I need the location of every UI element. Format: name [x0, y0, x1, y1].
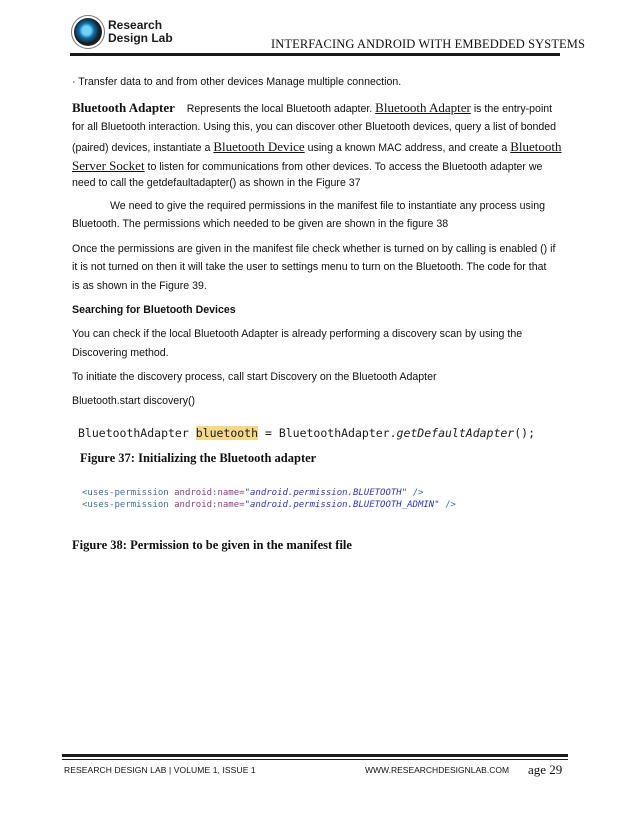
- research-design-lab-logo-icon: [74, 18, 102, 46]
- paragraph-line: for all Bluetooth interaction. Using this, you can discover other Bluetooth devices, query a list of bonded: [72, 121, 557, 133]
- figure38-code-line1: [82, 487, 423, 499]
- code-close: />: [412, 488, 424, 498]
- paragraph-line: Discovering method.: [72, 347, 169, 359]
- paragraph-line: Bluetooth. The permissions which needed to be given are shown in the figure 38: [72, 218, 449, 230]
- figure38-code-line2: [82, 499, 456, 511]
- link-bluetooth[interactable]: Bluetooth: [510, 139, 562, 154]
- logo-text: [108, 19, 173, 45]
- text-segment: Represents the local Bluetooth adapter.: [186, 103, 373, 115]
- footer-divider-thin: [62, 759, 568, 760]
- text-segment: (paired) devices, instantiate a: [72, 142, 211, 154]
- paragraph-line: Once the permissions are given in the manifest file check whether is turned on by calling is enabled () if: [72, 243, 556, 255]
- code-assign: = BluetoothAdapter.: [264, 426, 397, 440]
- figure37-code: [78, 426, 535, 440]
- figure37-caption: Figure 37: Initializing the Bluetooth adapter: [80, 451, 317, 465]
- link-bluetooth-device[interactable]: Bluetooth Device: [213, 139, 305, 154]
- link-bluetooth-adapter[interactable]: Bluetooth Adapter: [375, 100, 471, 115]
- footer-divider-thick: [62, 754, 568, 757]
- paragraph-line: You can check if the local Bluetooth Adapter is already performing a discovery scan by using the: [72, 328, 523, 340]
- paragraph-line: it is not turned on then it will take the user to settings menu to turn on the Bluetooth. The code for that: [72, 261, 547, 273]
- term-bluetooth-adapter: Bluetooth Adapter: [72, 100, 175, 115]
- code-tag: <uses-permission: [82, 500, 169, 510]
- header-divider: [70, 53, 560, 56]
- logo-line1: Research: [108, 18, 163, 32]
- paragraph-line: need to call the getdefaultadapter() as shown in the Figure 37: [72, 177, 361, 189]
- text-segment: using a known MAC address, and create a: [307, 142, 508, 154]
- footer-website: WWW.RESEARCHDESIGNLAB.COM: [365, 765, 510, 775]
- figure38-caption: Figure 38: Permission to be given in the manifest file: [72, 538, 352, 552]
- section-heading: Searching for Bluetooth Devices: [72, 304, 236, 316]
- code-variable-highlight: bluetooth: [195, 426, 259, 440]
- paragraph-line: is as shown in the Figure 39.: [72, 280, 207, 292]
- header-title: INTERFACING ANDROID WITH EMBEDDED SYSTEMS: [271, 37, 586, 51]
- footer-page-number: age 29: [528, 762, 563, 777]
- logo-line2: Design Lab: [108, 31, 173, 45]
- code-value: "android.permission.BLUETOOTH_ADMIN": [244, 500, 440, 510]
- bullet-line: · Transfer data to and from other devices Manage multiple connection.: [72, 76, 402, 88]
- code-method: getDefaultAdapter: [396, 426, 515, 440]
- code-value: "android.permission.BLUETOOTH": [244, 488, 408, 498]
- code-close: />: [445, 500, 456, 510]
- paragraph-line: [72, 137, 562, 158]
- footer-publication: RESEARCH DESIGN LAB | VOLUME 1, ISSUE 1: [64, 765, 256, 775]
- code-tag: <uses-permission: [82, 488, 169, 498]
- paragraph-line: We need to give the required permissions in the manifest file to instantiate any process using: [110, 200, 545, 212]
- code-attr: android:name=: [174, 500, 245, 510]
- text-segment: is the entry-point: [473, 103, 553, 115]
- paragraph-line: Bluetooth.start discovery(): [72, 395, 196, 407]
- code-type: BluetoothAdapter: [78, 426, 189, 440]
- paragraph-bluetooth-adapter-line1: [72, 98, 552, 119]
- code-end: ();: [514, 426, 536, 440]
- text-segment: to listen for communications from other devices. To access the Bluetooth adapter we: [147, 161, 543, 173]
- code-attr: android:name=: [174, 488, 245, 498]
- paragraph-line: To initiate the discovery process, call start Discovery on the Bluetooth Adapter: [72, 371, 437, 383]
- link-server-socket[interactable]: Server Socket: [72, 158, 145, 173]
